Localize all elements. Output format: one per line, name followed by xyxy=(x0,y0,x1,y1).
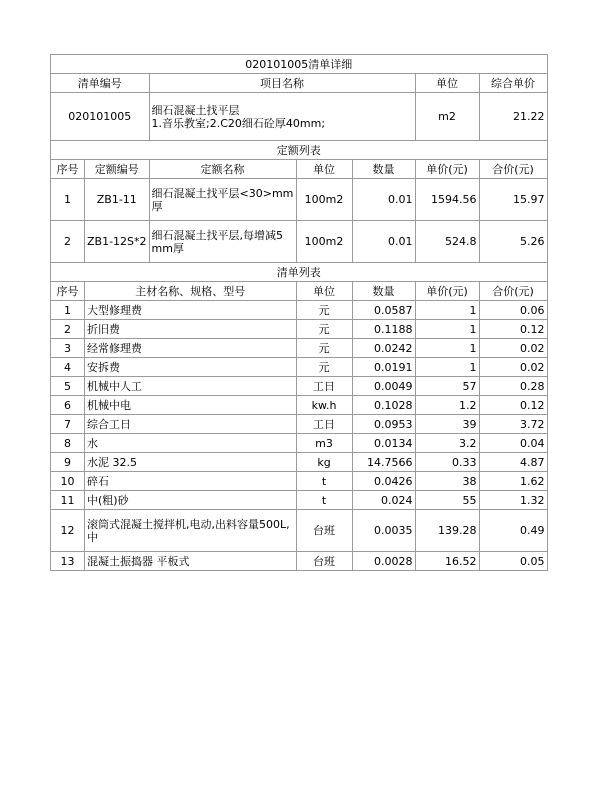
material-total-header: 合价(元) xyxy=(479,282,547,301)
quota-row xyxy=(51,221,548,263)
material-qty: 0.0953 xyxy=(352,415,415,434)
material-seq: 3 xyxy=(51,339,85,358)
material-seq: 7 xyxy=(51,415,85,434)
material-qty: 0.0426 xyxy=(352,472,415,491)
material-name: 滚筒式混凝土搅拌机,电动,出料容量500L,中 xyxy=(85,510,297,552)
bill-unit-header: 单位 xyxy=(415,74,479,93)
quota-seq: 1 xyxy=(51,179,85,221)
bill-price-header: 综合单价 xyxy=(479,74,547,93)
quota-code-header: 定额编号 xyxy=(85,160,150,179)
quota-total: 15.97 xyxy=(479,179,547,221)
material-total: 0.05 xyxy=(479,552,547,571)
bill-detail-table xyxy=(50,54,548,571)
material-name-header: 主材名称、规格、型号 xyxy=(85,282,297,301)
material-qty: 0.0587 xyxy=(352,301,415,320)
material-seq: 5 xyxy=(51,377,85,396)
sheet-title: 020101005清单详细 xyxy=(51,55,548,74)
material-unit: 台班 xyxy=(296,510,352,552)
bill-detail-sheet xyxy=(50,54,548,571)
material-row xyxy=(51,301,548,320)
material-unit: 元 xyxy=(296,320,352,339)
material-row xyxy=(51,472,548,491)
material-price: 1 xyxy=(415,339,479,358)
quota-qty: 0.01 xyxy=(352,179,415,221)
bill-price: 21.22 xyxy=(479,93,547,141)
material-qty: 0.0242 xyxy=(352,339,415,358)
material-row xyxy=(51,358,548,377)
material-seq: 13 xyxy=(51,552,85,571)
material-price: 55 xyxy=(415,491,479,510)
bill-name-line1: 细石混凝土找平层 xyxy=(151,103,240,117)
material-seq: 1 xyxy=(51,301,85,320)
material-header-row xyxy=(51,282,548,301)
material-price: 57 xyxy=(415,377,479,396)
material-name: 机械中人工 xyxy=(85,377,297,396)
bill-code-header: 清单编号 xyxy=(51,74,150,93)
material-price: 3.2 xyxy=(415,434,479,453)
material-price: 39 xyxy=(415,415,479,434)
quota-name-header: 定额名称 xyxy=(149,160,296,179)
material-name: 大型修理费 xyxy=(85,301,297,320)
material-row xyxy=(51,491,548,510)
material-unit: kg xyxy=(296,453,352,472)
bill-code: 020101005 xyxy=(51,93,150,141)
material-price: 1 xyxy=(415,320,479,339)
material-name: 安拆费 xyxy=(85,358,297,377)
material-unit: 工日 xyxy=(296,415,352,434)
material-row xyxy=(51,552,548,571)
material-total: 0.02 xyxy=(479,339,547,358)
material-unit: 台班 xyxy=(296,552,352,571)
quota-seq: 2 xyxy=(51,221,85,263)
material-total: 1.32 xyxy=(479,491,547,510)
material-price: 1 xyxy=(415,301,479,320)
material-row xyxy=(51,510,548,552)
material-total: 3.72 xyxy=(479,415,547,434)
material-qty: 0.1188 xyxy=(352,320,415,339)
quota-unit: 100m2 xyxy=(296,179,352,221)
material-name: 中(粗)砂 xyxy=(85,491,297,510)
material-qty: 0.0035 xyxy=(352,510,415,552)
material-name: 水 xyxy=(85,434,297,453)
quota-seq-header: 序号 xyxy=(51,160,85,179)
quota-total-header: 合价(元) xyxy=(479,160,547,179)
material-total: 0.49 xyxy=(479,510,547,552)
material-qty: 0.0049 xyxy=(352,377,415,396)
quota-unit-header: 单位 xyxy=(296,160,352,179)
material-row xyxy=(51,396,548,415)
material-row xyxy=(51,453,548,472)
material-unit: 工日 xyxy=(296,377,352,396)
material-total: 0.12 xyxy=(479,320,547,339)
material-total: 1.62 xyxy=(479,472,547,491)
material-unit-header: 单位 xyxy=(296,282,352,301)
material-seq: 4 xyxy=(51,358,85,377)
material-total: 0.06 xyxy=(479,301,547,320)
material-qty: 0.0134 xyxy=(352,434,415,453)
material-qty: 0.0191 xyxy=(352,358,415,377)
material-price: 1.2 xyxy=(415,396,479,415)
material-name: 混凝土振捣器 平板式 xyxy=(85,552,297,571)
material-total: 0.02 xyxy=(479,358,547,377)
material-section-title: 清单列表 xyxy=(51,263,548,282)
material-price: 16.52 xyxy=(415,552,479,571)
material-price-header: 单价(元) xyxy=(415,282,479,301)
material-unit: 元 xyxy=(296,301,352,320)
material-unit: m3 xyxy=(296,434,352,453)
quota-price-header: 单价(元) xyxy=(415,160,479,179)
material-row xyxy=(51,377,548,396)
quota-code: ZB1-12S*2 xyxy=(85,221,150,263)
material-name: 折旧费 xyxy=(85,320,297,339)
quota-price: 524.8 xyxy=(415,221,479,263)
material-unit: 元 xyxy=(296,358,352,377)
material-seq: 11 xyxy=(51,491,85,510)
material-unit: 元 xyxy=(296,339,352,358)
bill-unit: m2 xyxy=(415,93,479,141)
material-name: 机械中电 xyxy=(85,396,297,415)
quota-unit: 100m2 xyxy=(296,221,352,263)
material-qty: 0.1028 xyxy=(352,396,415,415)
material-qty: 14.7566 xyxy=(352,453,415,472)
material-unit: kw.h xyxy=(296,396,352,415)
material-seq: 12 xyxy=(51,510,85,552)
bill-name-header: 项目名称 xyxy=(149,74,415,93)
bill-name xyxy=(149,93,415,141)
quota-price: 1594.56 xyxy=(415,179,479,221)
material-seq: 2 xyxy=(51,320,85,339)
quota-name: 细石混凝土找平层,每增减5mm厚 xyxy=(149,221,296,263)
quota-header-row xyxy=(51,160,548,179)
quota-name: 细石混凝土找平层<30>mm厚 xyxy=(149,179,296,221)
quota-section-row xyxy=(51,141,548,160)
material-price: 0.33 xyxy=(415,453,479,472)
quota-code: ZB1-11 xyxy=(85,179,150,221)
material-section-row xyxy=(51,263,548,282)
material-row xyxy=(51,339,548,358)
quota-section-title: 定额列表 xyxy=(51,141,548,160)
material-qty: 0.0028 xyxy=(352,552,415,571)
material-price: 139.28 xyxy=(415,510,479,552)
material-row xyxy=(51,434,548,453)
title-row xyxy=(51,55,548,74)
material-price: 38 xyxy=(415,472,479,491)
material-seq: 8 xyxy=(51,434,85,453)
material-seq-header: 序号 xyxy=(51,282,85,301)
material-total: 4.87 xyxy=(479,453,547,472)
quota-qty: 0.01 xyxy=(352,221,415,263)
material-total: 0.04 xyxy=(479,434,547,453)
bill-name-line2: 1.音乐教室;2.C20细石砼厚40mm; xyxy=(151,116,326,130)
material-name: 水泥 32.5 xyxy=(85,453,297,472)
material-row xyxy=(51,415,548,434)
material-unit: t xyxy=(296,472,352,491)
bill-header-row xyxy=(51,74,548,93)
material-unit: t xyxy=(296,491,352,510)
material-qty-header: 数量 xyxy=(352,282,415,301)
material-name: 经常修理费 xyxy=(85,339,297,358)
material-qty: 0.024 xyxy=(352,491,415,510)
material-row xyxy=(51,320,548,339)
material-name: 碎石 xyxy=(85,472,297,491)
material-name: 综合工日 xyxy=(85,415,297,434)
bill-row xyxy=(51,93,548,141)
material-seq: 10 xyxy=(51,472,85,491)
quota-row xyxy=(51,179,548,221)
quota-qty-header: 数量 xyxy=(352,160,415,179)
quota-total: 5.26 xyxy=(479,221,547,263)
material-total: 0.28 xyxy=(479,377,547,396)
material-seq: 6 xyxy=(51,396,85,415)
material-price: 1 xyxy=(415,358,479,377)
material-seq: 9 xyxy=(51,453,85,472)
material-total: 0.12 xyxy=(479,396,547,415)
